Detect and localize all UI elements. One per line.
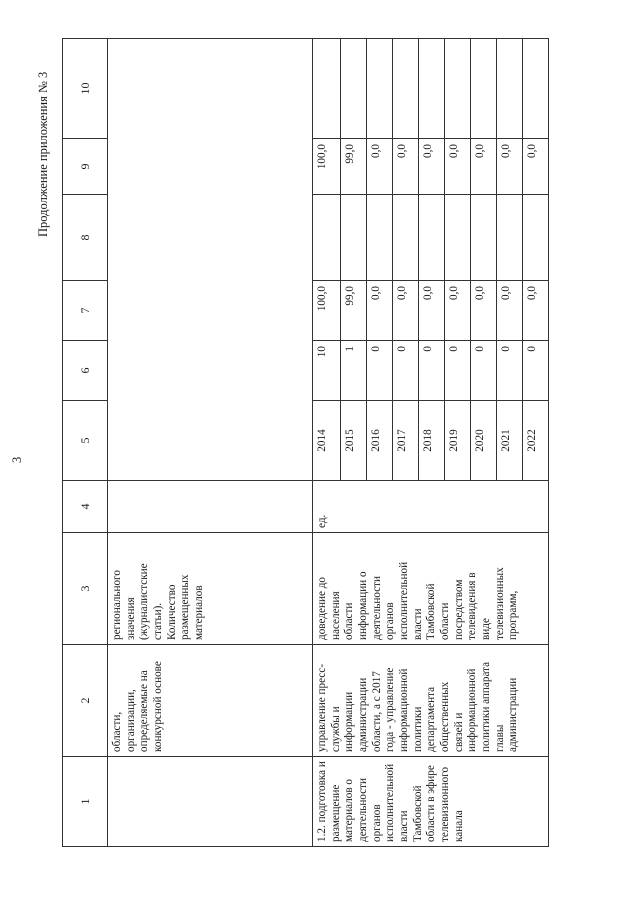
cell-year: 2021	[497, 401, 523, 481]
cell-col7	[523, 195, 549, 281]
cell-col5: 10	[313, 341, 341, 401]
continued-row	[108, 39, 313, 847]
cell-col8: 0,0	[393, 139, 419, 195]
cell-col8: 99,0	[341, 139, 367, 195]
cell-col6: 99,0	[341, 281, 367, 341]
cell-col7	[367, 195, 393, 281]
cell-measure: 1.2. подготовка и размещение материалов о деятельности органов исполнительной власти Тамбовской области в эфире телевизионного канала	[313, 757, 549, 847]
cell-executor: управление пресс- службы и информации администрации области, а с 2017 года - управление информационной политики департамента общественных связей и информационной политики аппарата главы администрации	[313, 645, 549, 757]
cell-year: 2014	[313, 401, 341, 481]
cell-col5: 0	[523, 341, 549, 401]
cell-col8: 100,0	[313, 139, 341, 195]
cell-prev-rest	[108, 39, 313, 481]
cell-col5: 0	[445, 341, 471, 401]
cell-prev-3: регионального значения (журналистские статьи). Количество размещенных материалов	[108, 533, 313, 645]
header-col-8: 8	[63, 195, 108, 281]
cell-indicator: доведение до населения области информации о деятельности органов исполнительной власти Тамбовской области посредством телевидения в виде телевизионных программ,	[313, 533, 549, 645]
cell-unit: ед.	[313, 481, 549, 533]
cell-year: 2017	[393, 401, 419, 481]
cell-prev-4	[108, 481, 313, 533]
cell-col7	[313, 195, 341, 281]
cell-col8: 0,0	[419, 139, 445, 195]
header-col-2: 2	[63, 645, 108, 757]
cell-col7	[445, 195, 471, 281]
cell-prev-2: области, организации, определяемые на конкурсной основе	[108, 645, 313, 757]
cell-col8: 0,0	[523, 139, 549, 195]
cell-col9	[393, 39, 419, 139]
cell-col7	[497, 195, 523, 281]
cell-col9	[523, 39, 549, 139]
cell-year: 2018	[419, 401, 445, 481]
cell-year: 2020	[471, 401, 497, 481]
header-row	[63, 39, 108, 847]
cell-col7	[341, 195, 367, 281]
cell-col9	[341, 39, 367, 139]
cell-col6: 0,0	[367, 281, 393, 341]
header-col-6: 6	[63, 341, 108, 401]
cell-prev-1	[108, 757, 313, 847]
cell-col8: 0,0	[445, 139, 471, 195]
cell-col9	[419, 39, 445, 139]
annex-title: Продолжение приложения № 3	[36, 71, 50, 237]
header-col-1: 1	[63, 757, 108, 847]
header-col-7: 7	[63, 281, 108, 341]
cell-year: 2015	[341, 401, 367, 481]
cell-col5: 0	[497, 341, 523, 401]
cell-col6: 0,0	[393, 281, 419, 341]
program-table	[62, 38, 549, 847]
cell-year: 2019	[445, 401, 471, 481]
header-col-5: 5	[63, 401, 108, 481]
cell-col7	[393, 195, 419, 281]
cell-col8: 0,0	[497, 139, 523, 195]
cell-col7	[419, 195, 445, 281]
cell-col5: 0	[367, 341, 393, 401]
cell-col9	[367, 39, 393, 139]
cell-col5: 0	[393, 341, 419, 401]
cell-col8: 0,0	[367, 139, 393, 195]
cell-col9	[313, 39, 341, 139]
year-row	[313, 39, 341, 847]
cell-year: 2022	[523, 401, 549, 481]
cell-col6: 0,0	[497, 281, 523, 341]
cell-col7	[471, 195, 497, 281]
header-col-3: 3	[63, 533, 108, 645]
header-col-4: 4	[63, 481, 108, 533]
cell-col8: 0,0	[471, 139, 497, 195]
cell-col5: 0	[471, 341, 497, 401]
cell-col5: 0	[419, 341, 445, 401]
cell-col6: 100,0	[313, 281, 341, 341]
page-number: 3	[10, 456, 24, 463]
cell-col9	[471, 39, 497, 139]
header-col-10: 10	[63, 39, 108, 139]
cell-year: 2016	[367, 401, 393, 481]
cell-col9	[497, 39, 523, 139]
cell-col9	[445, 39, 471, 139]
cell-col6: 0,0	[445, 281, 471, 341]
header-col-9: 9	[63, 139, 108, 195]
cell-col6: 0,0	[471, 281, 497, 341]
cell-col6: 0,0	[419, 281, 445, 341]
cell-col6: 0,0	[523, 281, 549, 341]
cell-col5: 1	[341, 341, 367, 401]
